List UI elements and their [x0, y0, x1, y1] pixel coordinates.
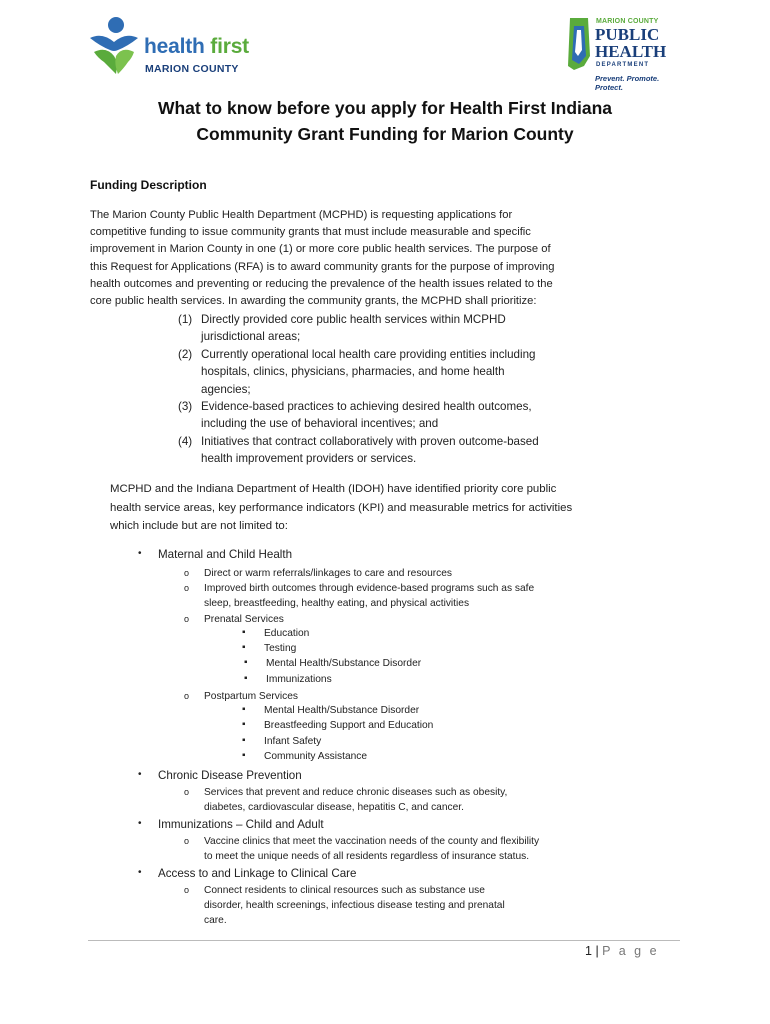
mcphd-department-label: DEPARTMENT: [596, 62, 650, 68]
mcphd-tagline: Prevent. Promote. Protect.: [595, 74, 660, 92]
list-item: ▪ Mental Health/Substance Disorder: [242, 704, 420, 716]
list-item: ▪ Immunizations: [244, 673, 332, 685]
list-item: o Improved birth outcomes through evidence-based programs such as safe: [184, 583, 535, 594]
health-first-logo: [88, 16, 288, 82]
list-item: o Direct or warm referrals/linkages to care and resources: [184, 568, 452, 579]
area-maternal-child-health: • Maternal and Child Health: [138, 548, 293, 561]
page-title: What to know before you apply for Health First Indiana Community Grant Funding for Marion County: [157, 98, 613, 144]
funding-description-heading: Funding Description: [90, 178, 207, 192]
mcphd-county-label: MARION COUNTY: [596, 18, 659, 25]
postpartum-services: o Postpartum Services: [184, 691, 298, 702]
list-item: ▪ Infant Safety: [242, 735, 322, 747]
health-first-wordmark: health first: [144, 35, 249, 58]
area-chronic-disease: • Chronic Disease Prevention: [138, 769, 302, 782]
list-item: o Services that prevent and reduce chronic diseases such as obesity,: [184, 787, 508, 798]
footer-divider: [88, 940, 680, 941]
list-item: o Connect residents to clinical resources such as substance use: [184, 885, 485, 896]
mcphd-public-label: PUBLIC: [595, 25, 660, 44]
list-item: ▪ Testing: [242, 642, 297, 654]
health-first-subtitle: MARION COUNTY: [145, 63, 239, 75]
list-item: ▪ Breastfeeding Support and Education: [242, 719, 434, 731]
prenatal-services: o Prenatal Services: [184, 614, 284, 625]
indiana-map-icon: [564, 16, 594, 72]
area-immunizations: • Immunizations – Child and Adult: [138, 818, 324, 831]
list-item: ▪ Mental Health/Substance Disorder: [244, 657, 422, 669]
health-first-people-icon: [88, 16, 140, 78]
list-item: o Vaccine clinics that meet the vaccination needs of the county and flexibility: [184, 836, 540, 847]
mcphd-logo: [560, 14, 685, 92]
mcphd-health-label: HEALTH: [595, 42, 667, 61]
page-number: 1 | P a g e: [585, 944, 660, 958]
area-access-clinical-care: • Access to and Linkage to Clinical Care: [138, 867, 357, 880]
list-item: ▪ Education: [242, 627, 310, 639]
list-item: ▪ Community Assistance: [242, 750, 368, 762]
